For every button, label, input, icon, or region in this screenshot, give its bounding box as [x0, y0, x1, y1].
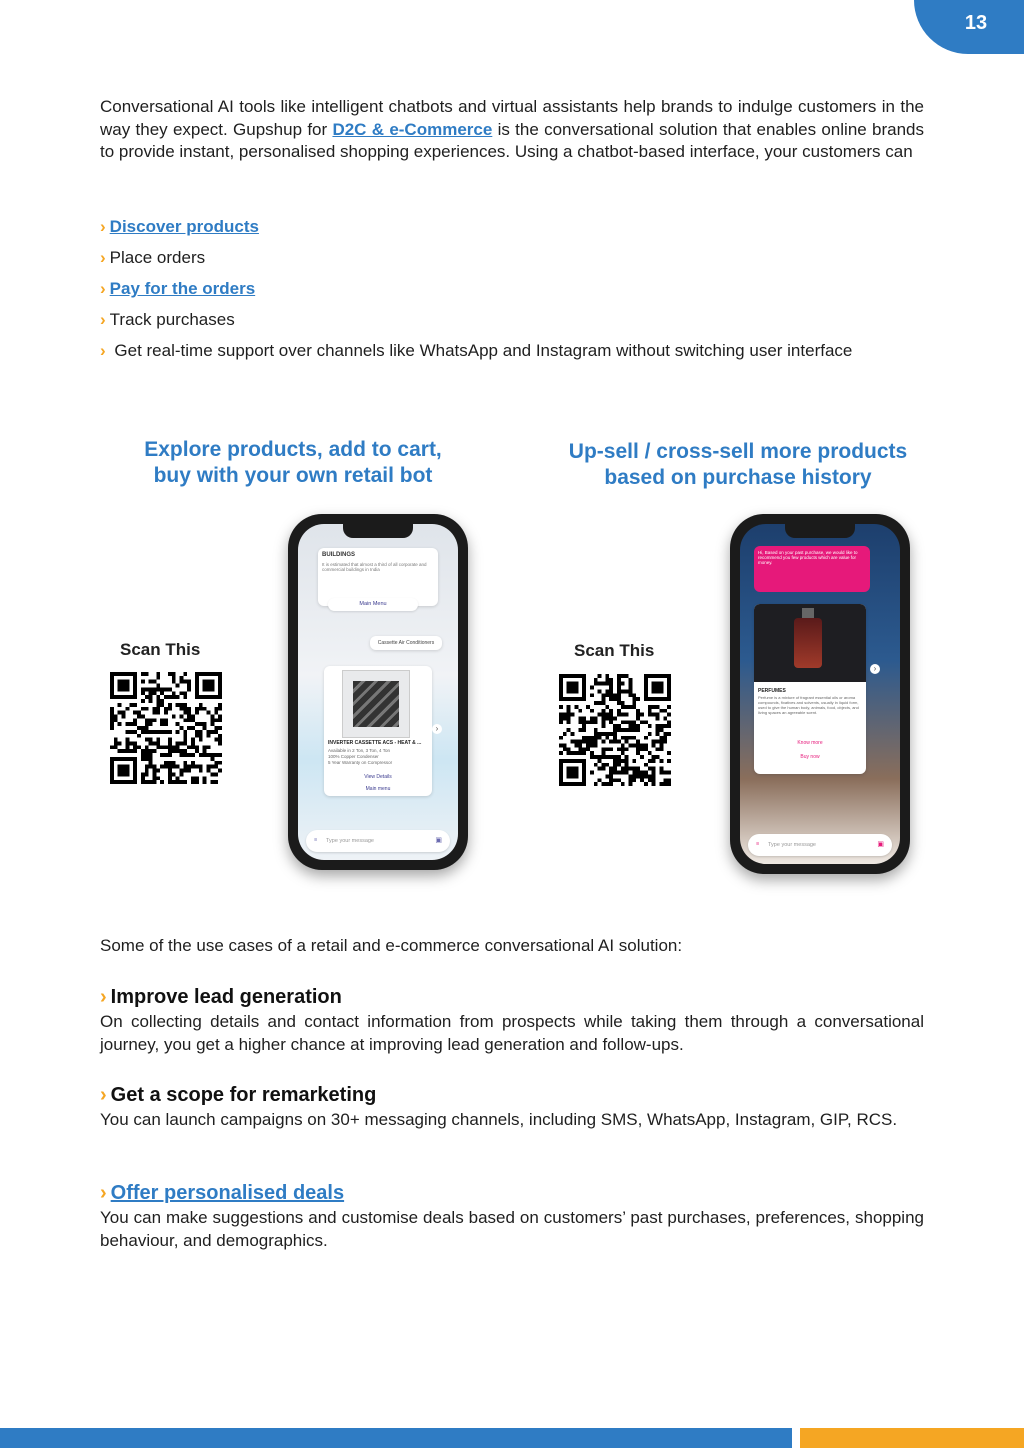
- phone-notch: [785, 524, 855, 538]
- list-item-label: Get real-time support over channels like WhatsApp and Instagram without switching user interface: [109, 341, 853, 360]
- right-title-line-1: Up-sell / cross-sell more products: [568, 440, 908, 463]
- carousel-next-icon[interactable]: ›: [870, 664, 880, 674]
- list-item: [100, 216, 924, 239]
- list-item-label: Track purchases: [109, 310, 235, 329]
- menu-icon[interactable]: ≡: [756, 841, 760, 847]
- card-title: BUILDINGS: [322, 552, 355, 558]
- message-input[interactable]: [306, 830, 450, 852]
- page-number: 13: [964, 12, 988, 34]
- chevron-icon: ›: [100, 1084, 107, 1106]
- intro-text-1: Conversational AI tools like intelligent chatbots and virtual assistants help brands to indulge customers in the way they expect. Gupshup for: [100, 97, 924, 139]
- chevron-icon: ›: [100, 248, 106, 267]
- attachment-icon[interactable]: ▣: [877, 841, 884, 848]
- right-column-title: [540, 439, 936, 491]
- section-heading-text: Get a scope for remarketing: [110, 1084, 377, 1106]
- product-title: INVERTER CASSETTE ACS - HEAT & ...: [328, 740, 422, 746]
- product-spec-1: Available in 2 Ton, 3 Ton, 4 Ton: [328, 748, 390, 753]
- footer-bar-blue: [0, 1428, 792, 1448]
- pay-for-orders-link[interactable]: Pay for the orders: [109, 279, 256, 298]
- list-item-label: Place orders: [109, 248, 206, 267]
- view-details-button[interactable]: View Details: [364, 774, 392, 780]
- left-title-line-2: buy with your own retail bot: [153, 464, 433, 487]
- right-qr-code-icon[interactable]: [559, 674, 671, 786]
- list-item: [100, 309, 924, 332]
- product-spec-3: 5 Year Warranty on Compressor: [328, 760, 393, 765]
- intro-text-2: is the conversational solution that enables online brands to provide instant, personalised shopping experiences. Using a chatbot-based interface, your customers can: [100, 119, 924, 161]
- chevron-icon: ›: [100, 341, 106, 360]
- section-heading-personalised-deals: [100, 1182, 344, 1205]
- phone-notch: [343, 524, 413, 538]
- list-item: [100, 247, 924, 270]
- section-heading-text: Improve lead generation: [110, 986, 342, 1008]
- card-text: It is estimated that almost a third of all corporate and commercial buildings in India: [322, 562, 427, 572]
- chevron-icon: ›: [100, 1182, 107, 1204]
- perfume-image: [754, 604, 866, 682]
- ac-unit-image: [342, 670, 410, 738]
- buy-now-button[interactable]: Buy now: [800, 754, 820, 760]
- section-body-remarketing: You can launch campaigns on 30+ messaging channels, including SMS, WhatsApp, Instagram, GIP, RCS.: [100, 1110, 898, 1129]
- discover-products-link[interactable]: Discover products: [109, 217, 259, 236]
- chevron-icon: ›: [100, 217, 106, 236]
- menu-icon[interactable]: ≡: [314, 837, 318, 843]
- bot-message: Hi, Based on your past purchase, we would like to recommend you few products which are value for money.: [754, 546, 870, 592]
- footer-bar-orange: [800, 1428, 1024, 1448]
- chevron-icon: ›: [100, 986, 107, 1008]
- left-qr-code-icon[interactable]: [110, 672, 222, 784]
- product-description: Perfume is a mixture of fragrant essential oils or aroma compounds, fixatives and solvents, usually in liquid form, used to give the human body, animals, food, objects, and living spaces an agreeable scent.: [758, 695, 859, 715]
- left-column-title: [110, 437, 476, 489]
- product-card: [754, 604, 866, 774]
- page-number-badge: [914, 0, 1024, 54]
- main-menu-button[interactable]: Main Menu: [328, 598, 418, 611]
- right-title-line-2: based on purchase history: [604, 466, 872, 489]
- message-input[interactable]: [748, 834, 892, 856]
- capability-list: [100, 216, 924, 371]
- left-title-line-1: Explore products, add to cart,: [144, 438, 442, 461]
- use-cases-intro: Some of the use cases of a retail and e-commerce conversational AI solution:: [100, 936, 683, 955]
- user-message: Cassette Air Conditioners: [370, 636, 442, 650]
- section-heading-lead-generation: [100, 986, 342, 1009]
- product-title: PERFUMES: [758, 688, 786, 694]
- carousel-next-icon[interactable]: ›: [432, 724, 442, 734]
- list-item: [100, 340, 924, 363]
- list-item: [100, 278, 924, 301]
- phone-screen: [740, 524, 900, 864]
- chevron-icon: ›: [100, 279, 106, 298]
- right-scan-label: Scan This: [574, 641, 655, 660]
- know-more-button[interactable]: Know more: [797, 740, 823, 746]
- intro-paragraph: [100, 96, 924, 164]
- section-heading-remarketing: [100, 1084, 376, 1107]
- attachment-icon[interactable]: ▣: [435, 837, 442, 844]
- offer-personalised-deals-link[interactable]: Offer personalised deals: [110, 1182, 345, 1204]
- main-menu-button-2[interactable]: Main menu: [365, 786, 391, 792]
- message-placeholder: Type your message: [326, 838, 374, 844]
- left-phone-mockup: [288, 514, 468, 870]
- d2c-ecommerce-link[interactable]: D2C & e-Commerce: [332, 119, 493, 139]
- chevron-icon: ›: [100, 310, 106, 329]
- message-placeholder: Type your message: [768, 842, 816, 848]
- phone-screen: [298, 524, 458, 860]
- section-body-lead-generation: On collecting details and contact information from prospects while taking them through a conversational journey, you get a higher chance at improving lead generation and follow-ups.: [100, 1012, 924, 1054]
- section-body-personalised-deals: You can make suggestions and customise deals based on customers’ past purchases, preferences, shopping behaviour, and demographics.: [100, 1208, 924, 1250]
- product-card: [324, 666, 432, 796]
- product-spec-2: 100% Copper Condenser: [328, 754, 379, 759]
- right-phone-mockup: [730, 514, 910, 874]
- left-scan-label: Scan This: [120, 640, 201, 659]
